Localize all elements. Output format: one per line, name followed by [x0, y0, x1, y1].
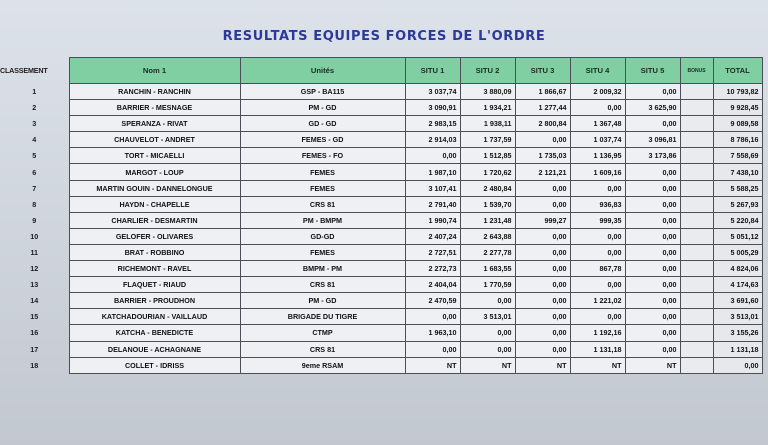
header-bonus: BONUS: [680, 58, 713, 84]
table-row: [0, 100, 762, 116]
situ2-cell: 1 720,62: [460, 164, 515, 180]
table-row: [0, 341, 762, 357]
rank-cell: 11: [30, 247, 39, 257]
situ5-cell: 0,00: [625, 84, 680, 100]
situ1-cell: 3 090,91: [405, 100, 460, 116]
situ4-cell: 1 131,18: [570, 341, 625, 357]
table-row: [0, 293, 762, 309]
bonus-cell: [680, 212, 713, 228]
name-cell: RICHEMONT - RAVEL: [69, 261, 240, 277]
rank-cell: 16: [30, 328, 39, 338]
total-cell: 3 155,26: [713, 325, 762, 341]
situ4-cell: 1 037,74: [570, 132, 625, 148]
bonus-cell: [680, 84, 713, 100]
situ5-cell: 0,00: [625, 341, 680, 357]
unit-cell: PM - GD: [240, 293, 405, 309]
situ5-cell: 3 096,81: [625, 132, 680, 148]
situ2-cell: 1 737,59: [460, 132, 515, 148]
situ2-cell: 3 880,09: [460, 84, 515, 100]
situ3-cell: 1 866,67: [515, 84, 570, 100]
bonus-cell: [680, 293, 713, 309]
rank-cell: 1: [32, 87, 37, 97]
situ4-cell: 936,83: [570, 196, 625, 212]
rank-cell: 17: [30, 344, 39, 354]
results-body: [0, 84, 762, 374]
bonus-cell: [680, 277, 713, 293]
bonus-cell: [680, 164, 713, 180]
total-cell: 3 691,60: [713, 293, 762, 309]
situ3-cell: 2 800,84: [515, 116, 570, 132]
table-row: [0, 325, 762, 341]
unit-cell: 9eme RSAM: [240, 357, 405, 373]
bonus-cell: [680, 100, 713, 116]
situ5-cell: 0,00: [625, 116, 680, 132]
unit-cell: CRS 81: [240, 341, 405, 357]
name-cell: COLLET - IDRISS: [69, 357, 240, 373]
total-cell: 5 005,29: [713, 244, 762, 260]
rank-cell: 3: [32, 119, 37, 129]
situ3-cell: 0,00: [515, 244, 570, 260]
header-situ2: SITU 2: [460, 58, 515, 84]
situ5-cell: 0,00: [625, 196, 680, 212]
unit-cell: GD - GD: [240, 116, 405, 132]
rank-cell: 4: [32, 135, 37, 145]
table-row: [0, 228, 762, 244]
rank-cell: 15: [30, 312, 39, 322]
unit-cell: FEMES - GD: [240, 132, 405, 148]
rank-cell: 6: [32, 167, 37, 177]
situ3-cell: 0,00: [515, 196, 570, 212]
situ4-cell: 867,78: [570, 261, 625, 277]
header-situ1: SITU 1: [405, 58, 460, 84]
bonus-cell: [680, 180, 713, 196]
table-row: [0, 357, 762, 373]
situ4-cell: 0,00: [570, 100, 625, 116]
total-cell: 9 089,58: [713, 116, 762, 132]
unit-cell: GSP - BA115: [240, 84, 405, 100]
total-cell: 3 513,01: [713, 309, 762, 325]
situ5-cell: 0,00: [625, 228, 680, 244]
header-nom: Nom 1: [69, 58, 240, 84]
situ3-cell: 0,00: [515, 228, 570, 244]
situ5-cell: 3 173,86: [625, 148, 680, 164]
unit-cell: FEMES: [240, 180, 405, 196]
total-cell: 9 928,45: [713, 100, 762, 116]
unit-cell: GD-GD: [240, 228, 405, 244]
situ2-cell: 1 539,70: [460, 196, 515, 212]
situ4-cell: 0,00: [570, 277, 625, 293]
total-cell: 0,00: [713, 357, 762, 373]
situ4-cell: 1 136,95: [570, 148, 625, 164]
unit-cell: BMPM - PM: [240, 261, 405, 277]
situ5-cell: 0,00: [625, 180, 680, 196]
results-table: [0, 57, 763, 374]
situ3-cell: NT: [515, 357, 570, 373]
name-cell: MARGOT - LOUP: [69, 164, 240, 180]
situ3-cell: 2 121,21: [515, 164, 570, 180]
situ4-cell: 999,35: [570, 212, 625, 228]
name-cell: DELANOUE - ACHAGNANE: [69, 341, 240, 357]
unit-cell: CRS 81: [240, 277, 405, 293]
unit-cell: FEMES: [240, 244, 405, 260]
bonus-cell: [680, 357, 713, 373]
table-row: [0, 277, 762, 293]
total-cell: 4 174,63: [713, 277, 762, 293]
situ4-cell: 1 609,16: [570, 164, 625, 180]
unit-cell: PM - GD: [240, 100, 405, 116]
situ5-cell: 0,00: [625, 212, 680, 228]
situ2-cell: 0,00: [460, 341, 515, 357]
name-cell: CHAUVELOT - ANDRET: [69, 132, 240, 148]
situ3-cell: 0,00: [515, 309, 570, 325]
situ4-cell: 0,00: [570, 309, 625, 325]
table-row: [0, 196, 762, 212]
name-cell: KATCHADOURIAN - VAILLAUD: [69, 309, 240, 325]
situ1-cell: 2 914,03: [405, 132, 460, 148]
situ1-cell: 2 791,40: [405, 196, 460, 212]
name-cell: KATCHA - BENEDICTE: [69, 325, 240, 341]
rank-cell: 5: [32, 151, 37, 161]
name-cell: FLAQUET - RIAUD: [69, 277, 240, 293]
situ4-cell: 0,00: [570, 244, 625, 260]
situ4-cell: NT: [570, 357, 625, 373]
situ2-cell: 1 938,11: [460, 116, 515, 132]
total-cell: 7 558,69: [713, 148, 762, 164]
situ5-cell: 0,00: [625, 325, 680, 341]
name-cell: BARRIER - PROUDHON: [69, 293, 240, 309]
name-cell: MARTIN GOUIN - DANNELONGUE: [69, 180, 240, 196]
header-classement: CLASSEMENT: [0, 66, 48, 75]
table-row: [0, 164, 762, 180]
situ5-cell: 0,00: [625, 164, 680, 180]
situ4-cell: 0,00: [570, 180, 625, 196]
situ2-cell: 1 934,21: [460, 100, 515, 116]
table-row: [0, 212, 762, 228]
situ5-cell: 0,00: [625, 309, 680, 325]
rank-cell: 7: [32, 183, 37, 193]
table-row: [0, 132, 762, 148]
situ2-cell: 1 231,48: [460, 212, 515, 228]
situ2-cell: 0,00: [460, 293, 515, 309]
situ1-cell: 2 404,04: [405, 277, 460, 293]
rank-cell: 18: [30, 360, 39, 370]
rank-cell: 9: [32, 215, 37, 225]
situ2-cell: 2 643,88: [460, 228, 515, 244]
unit-cell: BRIGADE DU TIGRE: [240, 309, 405, 325]
situ1-cell: 2 470,59: [405, 293, 460, 309]
bonus-cell: [680, 309, 713, 325]
situ1-cell: 0,00: [405, 309, 460, 325]
situ2-cell: 2 480,84: [460, 180, 515, 196]
header-situ4: SITU 4: [570, 58, 625, 84]
situ5-cell: 0,00: [625, 244, 680, 260]
bonus-cell: [680, 261, 713, 277]
situ2-cell: 1 512,85: [460, 148, 515, 164]
header-situ3: SITU 3: [515, 58, 570, 84]
table-row: [0, 148, 762, 164]
situ5-cell: 0,00: [625, 277, 680, 293]
name-cell: HAYDN - CHAPELLE: [69, 196, 240, 212]
situ1-cell: 2 407,24: [405, 228, 460, 244]
name-cell: GELOFER - OLIVARES: [69, 228, 240, 244]
situ1-cell: 3 037,74: [405, 84, 460, 100]
name-cell: SPERANZA - RIVAT: [69, 116, 240, 132]
situ3-cell: 0,00: [515, 293, 570, 309]
page-title: RESULTATS EQUIPES FORCES DE L'ORDRE: [222, 29, 546, 44]
situ4-cell: 1 221,02: [570, 293, 625, 309]
situ3-cell: 0,00: [515, 261, 570, 277]
situ1-cell: 1 990,74: [405, 212, 460, 228]
situ5-cell: 0,00: [625, 293, 680, 309]
situ1-cell: NT: [405, 357, 460, 373]
bonus-cell: [680, 325, 713, 341]
situ1-cell: 2 983,15: [405, 116, 460, 132]
total-cell: 5 267,93: [713, 196, 762, 212]
situ5-cell: 0,00: [625, 261, 680, 277]
situ3-cell: 0,00: [515, 277, 570, 293]
unit-cell: FEMES: [240, 164, 405, 180]
name-cell: BARRIER - MESNAGE: [69, 100, 240, 116]
total-cell: 8 786,16: [713, 132, 762, 148]
table-row: [0, 84, 762, 100]
situ3-cell: 0,00: [515, 132, 570, 148]
name-cell: BRAT - ROBBINO: [69, 244, 240, 260]
header-total: TOTAL: [713, 58, 762, 84]
unit-cell: CRS 81: [240, 196, 405, 212]
situ3-cell: 0,00: [515, 325, 570, 341]
results-sheet: [0, 57, 768, 374]
header-row: [0, 58, 762, 84]
unit-cell: PM - BMPM: [240, 212, 405, 228]
name-cell: RANCHIN - RANCHIN: [69, 84, 240, 100]
situ1-cell: 2 727,51: [405, 244, 460, 260]
situ3-cell: 1 735,03: [515, 148, 570, 164]
table-row: [0, 244, 762, 260]
situ1-cell: 1 963,10: [405, 325, 460, 341]
situ4-cell: 1 367,48: [570, 116, 625, 132]
header-situ5: SITU 5: [625, 58, 680, 84]
total-cell: 5 051,12: [713, 228, 762, 244]
situ2-cell: 0,00: [460, 325, 515, 341]
bonus-cell: [680, 341, 713, 357]
total-cell: 4 824,06: [713, 261, 762, 277]
situ1-cell: 3 107,41: [405, 180, 460, 196]
situ2-cell: 3 513,01: [460, 309, 515, 325]
situ2-cell: 1 770,59: [460, 277, 515, 293]
rank-cell: 12: [30, 264, 39, 274]
situ1-cell: 2 272,73: [405, 261, 460, 277]
situ2-cell: 1 683,55: [460, 261, 515, 277]
total-cell: 7 438,10: [713, 164, 762, 180]
bonus-cell: [680, 148, 713, 164]
situ5-cell: 3 625,90: [625, 100, 680, 116]
table-row: [0, 261, 762, 277]
situ3-cell: 0,00: [515, 180, 570, 196]
situ1-cell: 1 987,10: [405, 164, 460, 180]
table-row: [0, 180, 762, 196]
bonus-cell: [680, 196, 713, 212]
rank-cell: 2: [32, 103, 37, 113]
bonus-cell: [680, 116, 713, 132]
rank-cell: 14: [30, 296, 39, 306]
total-cell: 5 220,84: [713, 212, 762, 228]
name-cell: TORT - MICAELLI: [69, 148, 240, 164]
situ3-cell: 1 277,44: [515, 100, 570, 116]
situ2-cell: NT: [460, 357, 515, 373]
total-cell: 5 588,25: [713, 180, 762, 196]
situ3-cell: 999,27: [515, 212, 570, 228]
bonus-cell: [680, 228, 713, 244]
rank-cell: 13: [30, 280, 39, 290]
situ4-cell: 2 009,32: [570, 84, 625, 100]
table-row: [0, 116, 762, 132]
unit-cell: CTMP: [240, 325, 405, 341]
situ2-cell: 2 277,78: [460, 244, 515, 260]
bonus-cell: [680, 244, 713, 260]
situ3-cell: 0,00: [515, 341, 570, 357]
situ5-cell: NT: [625, 357, 680, 373]
table-row: [0, 309, 762, 325]
total-cell: 1 131,18: [713, 341, 762, 357]
header-unites: Unités: [240, 58, 405, 84]
situ4-cell: 1 192,16: [570, 325, 625, 341]
rank-cell: 10: [30, 231, 39, 241]
situ1-cell: 0,00: [405, 341, 460, 357]
situ1-cell: 0,00: [405, 148, 460, 164]
unit-cell: FEMES - FO: [240, 148, 405, 164]
situ4-cell: 0,00: [570, 228, 625, 244]
total-cell: 10 793,82: [713, 84, 762, 100]
rank-cell: 8: [32, 199, 37, 209]
bonus-cell: [680, 132, 713, 148]
name-cell: CHARLIER - DESMARTIN: [69, 212, 240, 228]
